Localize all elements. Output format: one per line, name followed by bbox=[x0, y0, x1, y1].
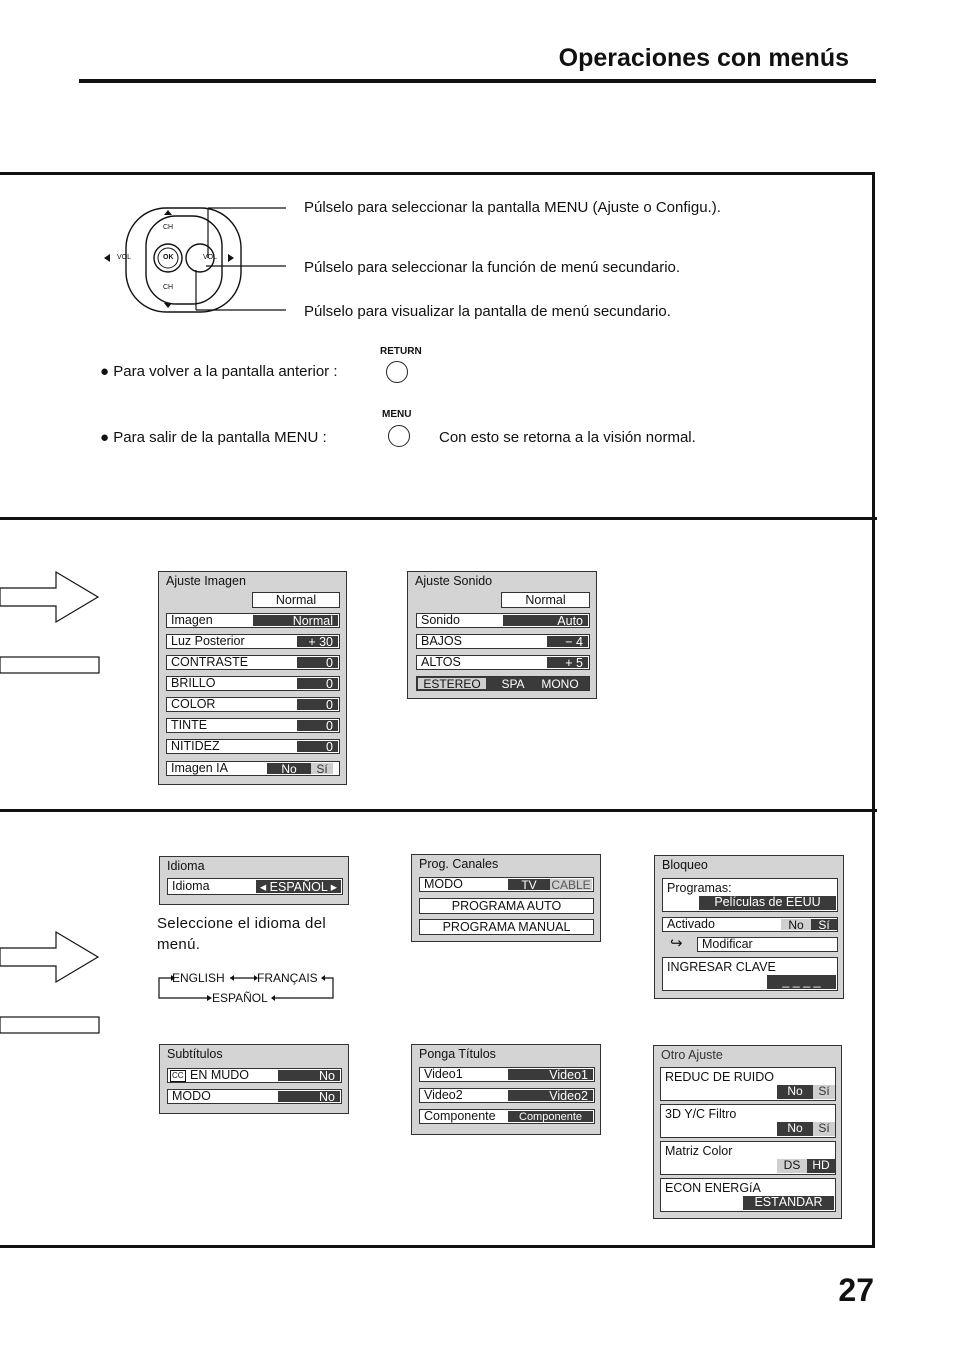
programas-box[interactable] bbox=[662, 878, 838, 912]
row-value: 0 bbox=[297, 699, 338, 710]
filtro-label: 3D Y/C Filtro bbox=[665, 1107, 737, 1121]
section-divider-1 bbox=[0, 517, 877, 520]
row-value: No bbox=[278, 1070, 340, 1081]
bajos-row[interactable] bbox=[416, 634, 590, 649]
row-value: Video2 bbox=[508, 1090, 593, 1101]
instruction-menu-select: Púlselo para seleccionar la pantalla MENU (Ajuste o Configu.). bbox=[304, 199, 721, 216]
activado-row[interactable] bbox=[662, 917, 838, 932]
row-value: Video1 bbox=[508, 1069, 593, 1080]
row-value: − 4 bbox=[547, 636, 588, 647]
row-label: Idioma bbox=[172, 879, 210, 893]
filtro-box[interactable] bbox=[660, 1104, 836, 1138]
ingresar-clave-label: INGRESAR CLAVE bbox=[667, 960, 776, 974]
row-label: CONTRASTE bbox=[171, 655, 249, 669]
ajuste-imagen-panel bbox=[158, 571, 347, 785]
filtro-no-option[interactable]: No bbox=[777, 1122, 813, 1136]
otro-ajuste-title: Otro Ajuste bbox=[661, 1048, 723, 1062]
page-title: Operaciones con menús bbox=[558, 44, 849, 72]
matriz-ds-option[interactable]: DS bbox=[777, 1159, 807, 1173]
estereo-row[interactable] bbox=[416, 676, 590, 691]
idioma-panel bbox=[159, 856, 349, 905]
row-value: + 30 bbox=[297, 636, 338, 647]
row-label: MODO bbox=[172, 1089, 211, 1103]
arrow-right-icon bbox=[0, 570, 102, 680]
row-label: BAJOS bbox=[421, 634, 462, 648]
prog-canales-title: Prog. Canales bbox=[419, 857, 499, 871]
brillo-row[interactable] bbox=[166, 676, 340, 691]
vol-left-label: VOL bbox=[117, 254, 132, 261]
cycle-english: ENGLISH bbox=[172, 971, 225, 985]
imagen-ia-row[interactable] bbox=[166, 761, 340, 776]
row-label: Video1 bbox=[424, 1067, 463, 1081]
componente-row[interactable] bbox=[419, 1109, 595, 1124]
subtitulos-title: Subtítulos bbox=[167, 1047, 223, 1061]
video1-row[interactable] bbox=[419, 1067, 595, 1082]
ajuste-sonido-title: Ajuste Sonido bbox=[415, 574, 493, 588]
cycle-francais: FRANÇAIS bbox=[257, 971, 318, 985]
row-label: MODO bbox=[424, 877, 463, 891]
row-value: Normal bbox=[253, 615, 338, 626]
spa-option[interactable]: SPA bbox=[493, 678, 533, 689]
return-button[interactable] bbox=[386, 361, 408, 383]
idioma-note: Seleccione el idioma del menú. bbox=[157, 915, 326, 953]
filtro-si-option[interactable]: Sí bbox=[813, 1122, 835, 1136]
ajuste-imagen-mode[interactable]: Normal bbox=[252, 592, 340, 608]
color-row[interactable] bbox=[166, 697, 340, 712]
arrow-right-icon bbox=[0, 930, 102, 1040]
prog-canales-panel bbox=[411, 854, 601, 942]
idioma-title: Idioma bbox=[167, 859, 205, 873]
reduc-no-option[interactable]: No bbox=[777, 1085, 813, 1099]
menu-note-after: Con esto se retorna a la visión normal. bbox=[439, 429, 696, 446]
row-label: EN MUDO bbox=[190, 1068, 250, 1082]
ia-no-option[interactable]: No bbox=[267, 763, 311, 774]
activado-no-option[interactable]: No bbox=[781, 919, 811, 930]
instruction-submenu-select: Púlselo para seleccionar la función de menú secundario. bbox=[304, 259, 681, 276]
row-label: BRILLO bbox=[171, 676, 216, 690]
row-label: Luz Posterior bbox=[171, 634, 245, 648]
modo-row[interactable] bbox=[419, 877, 594, 892]
cc-icon: CC bbox=[172, 1071, 184, 1080]
row-label: Sonido bbox=[421, 613, 460, 627]
row-label: NITIDEZ bbox=[171, 739, 220, 753]
row-value: Auto bbox=[503, 615, 588, 626]
estereo-option[interactable]: ESTEREO bbox=[418, 678, 486, 689]
page-number: 27 bbox=[838, 1272, 874, 1308]
mono-option[interactable]: MONO bbox=[535, 678, 585, 689]
ok-label: OK bbox=[163, 254, 174, 261]
luz-posterior-row[interactable] bbox=[166, 634, 340, 649]
bloqueo-panel bbox=[654, 855, 844, 999]
programa-manual-button[interactable]: PROGRAMA MANUAL bbox=[419, 919, 594, 935]
matriz-label: Matriz Color bbox=[665, 1144, 733, 1158]
reduc-si-option[interactable]: Sí bbox=[813, 1085, 835, 1099]
tinte-row[interactable] bbox=[166, 718, 340, 733]
ch-up-label: CH bbox=[163, 224, 174, 231]
row-value: 0 bbox=[297, 720, 338, 731]
row-value: 0 bbox=[297, 678, 338, 689]
ingresar-clave-box[interactable] bbox=[662, 957, 838, 991]
matriz-color-box[interactable] bbox=[660, 1141, 836, 1175]
reduc-label: REDUC DE RUIDO bbox=[665, 1070, 775, 1084]
row-value: No bbox=[278, 1091, 340, 1102]
idioma-row[interactable] bbox=[167, 878, 343, 895]
row-label: TINTE bbox=[171, 718, 208, 732]
video2-row[interactable] bbox=[419, 1088, 595, 1103]
imagen-row[interactable] bbox=[166, 613, 340, 628]
section-divider-2 bbox=[0, 809, 877, 812]
return-arrow-icon: ↪ bbox=[670, 935, 683, 952]
subtitulos-modo-row[interactable] bbox=[167, 1089, 342, 1104]
activado-si-option[interactable]: Sí bbox=[811, 919, 837, 930]
sonido-row[interactable] bbox=[416, 613, 590, 628]
en-mudo-row[interactable] bbox=[167, 1068, 342, 1083]
title-rule bbox=[79, 79, 876, 83]
row-value: 0 bbox=[297, 741, 338, 752]
idioma-value: ◂ ESPAÑOL ▸ bbox=[256, 880, 341, 893]
ponga-titulos-title: Ponga Títulos bbox=[419, 1047, 496, 1061]
row-label: Imagen bbox=[171, 613, 213, 627]
menu-button-label: MENU bbox=[382, 409, 412, 420]
ia-si-option[interactable]: Sí bbox=[311, 763, 333, 774]
row-value: + 5 bbox=[547, 657, 588, 668]
cycle-espanol: ESPAÑOL bbox=[212, 991, 268, 1005]
subtitulos-panel bbox=[159, 1044, 349, 1114]
row-label: Video2 bbox=[424, 1088, 463, 1102]
row-label: Componente bbox=[424, 1109, 496, 1123]
reduc-ruido-box[interactable] bbox=[660, 1067, 836, 1101]
matriz-hd-option[interactable]: HD bbox=[807, 1159, 835, 1173]
cable-option[interactable]: CABLE bbox=[551, 878, 591, 892]
return-note: ● Para volver a la pantalla anterior : bbox=[100, 363, 338, 380]
econ-value: ESTÁNDAR bbox=[743, 1196, 834, 1210]
idioma-value-text: ESPAÑOL bbox=[269, 880, 328, 894]
tv-option[interactable]: TV bbox=[508, 879, 550, 890]
row-value: Componente bbox=[508, 1111, 593, 1122]
row-label: Modificar bbox=[702, 937, 753, 951]
econ-label: ECON ENERGíA bbox=[665, 1181, 761, 1195]
row-label: Imagen IA bbox=[171, 761, 228, 775]
ajuste-sonido-panel bbox=[407, 571, 597, 699]
programa-auto-button[interactable]: PROGRAMA AUTO bbox=[419, 898, 594, 914]
instruction-submenu-display: Púlselo para visualizar la pantalla de menú secundario. bbox=[304, 303, 671, 320]
return-button-label: RETURN bbox=[380, 346, 422, 357]
ponga-titulos-panel bbox=[411, 1044, 601, 1135]
ajuste-imagen-title: Ajuste Imagen bbox=[166, 574, 246, 588]
menu-note: ● Para salir de la pantalla MENU : bbox=[100, 429, 327, 446]
row-label: COLOR bbox=[171, 697, 216, 711]
row-label: ALTOS bbox=[421, 655, 461, 669]
vol-right-label: VOL bbox=[203, 254, 218, 261]
menu-button[interactable] bbox=[388, 425, 410, 447]
contraste-row[interactable] bbox=[166, 655, 340, 670]
programas-label: Programas: bbox=[667, 881, 732, 895]
modificar-row[interactable] bbox=[697, 937, 838, 952]
bloqueo-title: Bloqueo bbox=[662, 858, 708, 872]
econ-energia-box[interactable] bbox=[660, 1178, 836, 1212]
ch-down-label: CH bbox=[163, 284, 174, 291]
nitidez-row[interactable] bbox=[166, 739, 340, 754]
altos-row[interactable] bbox=[416, 655, 590, 670]
clave-value: _ _ _ _ bbox=[767, 975, 836, 989]
row-label: Activado bbox=[667, 917, 715, 931]
programas-value: Películas de EEUU bbox=[699, 896, 836, 910]
row-value: 0 bbox=[297, 657, 338, 668]
otro-ajuste-panel bbox=[653, 1045, 842, 1219]
ajuste-sonido-mode[interactable]: Normal bbox=[501, 592, 590, 608]
